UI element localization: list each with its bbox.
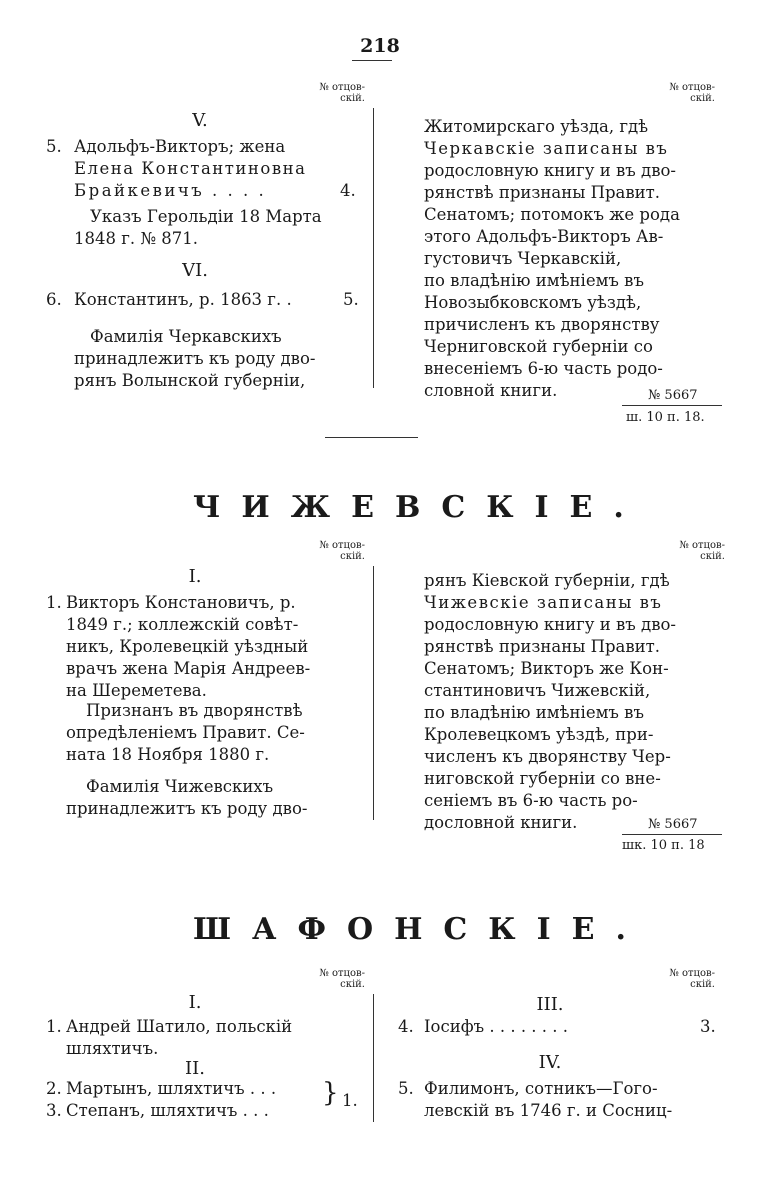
family-line: Фамилія Чижевскихъ <box>86 777 274 796</box>
entry-line: Іосифъ . . . . . . . . <box>424 1017 569 1036</box>
text-line: никъ, Кролевецкій уѣздный <box>66 637 309 656</box>
entry-line: Елена Константиновна <box>74 159 307 178</box>
entry-number: 4. <box>398 1017 414 1036</box>
ref-rule <box>622 834 722 835</box>
left-column-header: № отцов- скій. <box>319 82 365 104</box>
archive-ref: № 5667 <box>648 388 698 403</box>
roman-i: I. <box>188 992 202 1013</box>
father-ref: 4. <box>340 181 356 200</box>
entry-line: Брайкевичъ . . . . <box>74 181 267 200</box>
text-line: по владѣнію имѣніемъ въ <box>424 703 644 722</box>
roman-v: V. <box>192 110 208 131</box>
text-line: стантиновичъ Чижевскій, <box>424 681 651 700</box>
text-line: сеніемъ въ 6-ю часть ро- <box>424 791 638 810</box>
entry-number: 3. <box>46 1101 62 1120</box>
text-line: на Шереметева. <box>66 681 207 700</box>
text-line: рянъ Кіевской губерніи, гдѣ <box>424 571 670 590</box>
entry-line: Константинъ, р. 1863 г. . <box>74 290 292 309</box>
text-line: родословную книгу и въ дво- <box>424 161 676 180</box>
text-line: Черкавскіе записаны въ <box>424 139 669 158</box>
column-divider <box>373 994 374 1122</box>
recognition-line: опредѣленіемъ Правит. Се- <box>66 723 305 742</box>
brace-icon: } <box>322 1078 339 1108</box>
entry-line: левскій въ 1746 г. и Сосниц- <box>424 1101 673 1120</box>
entry-number: 1. <box>46 1017 62 1036</box>
family-line: Фамилія Черкавскихъ <box>90 327 282 346</box>
father-ref: 5. <box>343 290 359 309</box>
entry-line: Мартынъ, шляхтичъ . . . <box>66 1079 277 1098</box>
archive-ref: № 5667 <box>648 817 698 832</box>
page-number-rule <box>352 60 392 61</box>
text-line: ниговской губерніи со вне- <box>424 769 661 788</box>
section-title: ЧИЖЕВСКІЕ. <box>193 490 645 525</box>
text-line: по владѣнію имѣніемъ въ <box>424 271 644 290</box>
right-column-header: № отцов- скій. <box>679 540 725 562</box>
decree-line: Указъ Герольдіи 18 Марта <box>90 207 322 226</box>
text-line: Черниговской губерніи со <box>424 337 653 356</box>
text-line: численъ къ дворянству Чер- <box>424 747 671 766</box>
right-column-text <box>424 116 680 402</box>
entry-line: Викторъ Констановичъ, р. <box>66 593 296 612</box>
left-column-header: № отцов- скій. <box>319 968 365 990</box>
text-line: рянствѣ признаны Правит. <box>424 637 661 656</box>
entry-number: 1. <box>46 593 62 612</box>
archive-ref: шк. 10 п. 18 <box>622 838 705 853</box>
entry-line: Адольфъ-Викторъ; жена <box>74 137 286 156</box>
family-line: рянъ Волынской губерніи, <box>74 371 306 390</box>
father-ref: 3. <box>700 1017 716 1036</box>
text-line: родословную книгу и въ дво- <box>424 615 676 634</box>
text-line: словной книги. <box>424 381 558 400</box>
entry-number: 6. <box>46 290 62 309</box>
decree-line: 1848 г. № 871. <box>74 229 198 248</box>
archive-ref: ш. 10 п. 18. <box>626 410 705 425</box>
text-line: врачъ жена Марія Андреев- <box>66 659 311 678</box>
ref-rule <box>622 405 722 406</box>
entry-line: Филимонъ, сотникъ—Гого- <box>424 1079 658 1098</box>
roman-i: I. <box>188 566 202 587</box>
text-line: густовичъ Черкавскій, <box>424 249 622 268</box>
roman-vi: VI. <box>182 260 208 281</box>
roman-iii: III. <box>536 994 564 1015</box>
text-line: Новозыбковскомъ уѣздѣ, <box>424 293 642 312</box>
family-line: принадлежитъ къ роду дво- <box>66 799 308 818</box>
entry-number: 5. <box>46 137 62 156</box>
right-column-header: № отцов- скій. <box>669 82 715 104</box>
section-separator <box>325 437 418 438</box>
section-title: ШАФОНСКІЕ. <box>193 912 647 947</box>
recognition-line: ната 18 Ноября 1880 г. <box>66 745 270 764</box>
text-line: Кролевецкомъ уѣздѣ, при- <box>424 725 654 744</box>
text-line: причисленъ къ дворянству <box>424 315 660 334</box>
left-column-header: № отцов- скій. <box>319 540 365 562</box>
entry-number: 2. <box>46 1079 62 1098</box>
text-line: этого Адольфъ-Викторъ Ав- <box>424 227 664 246</box>
text-line: рянствѣ признаны Правит. <box>424 183 661 202</box>
roman-ii: II. <box>185 1058 205 1079</box>
text-line: Житомирскаго уѣзда, гдѣ <box>424 117 649 136</box>
entry-body <box>66 614 310 702</box>
column-divider <box>373 566 374 820</box>
entry-line: Степанъ, шляхтичъ . . . <box>66 1101 269 1120</box>
entry-line: Андрей Шатило, польскій <box>66 1017 293 1036</box>
family-line: принадлежитъ къ роду дво- <box>74 349 316 368</box>
recognition-line: Признанъ въ дворянствѣ <box>86 701 303 720</box>
page-number: 218 <box>360 35 400 57</box>
text-line: Чижевскіе записаны въ <box>424 593 663 612</box>
entry-number: 5. <box>398 1079 414 1098</box>
text-line: 1849 г.; коллежскій совѣт- <box>66 615 299 634</box>
right-column-header: № отцов- скій. <box>669 968 715 990</box>
entry-line: шляхтичъ. <box>66 1039 159 1058</box>
text-line: дословной книги. <box>424 813 578 832</box>
column-divider <box>373 108 374 388</box>
text-line: внесеніемъ 6-ю часть родо- <box>424 359 663 378</box>
roman-iv: IV. <box>538 1052 562 1073</box>
text-line: Сенатомъ; Викторъ же Кон- <box>424 659 669 678</box>
text-line: Сенатомъ; потомокъ же рода <box>424 205 680 224</box>
father-ref: 1. <box>342 1091 358 1110</box>
right-column-text <box>424 570 676 834</box>
